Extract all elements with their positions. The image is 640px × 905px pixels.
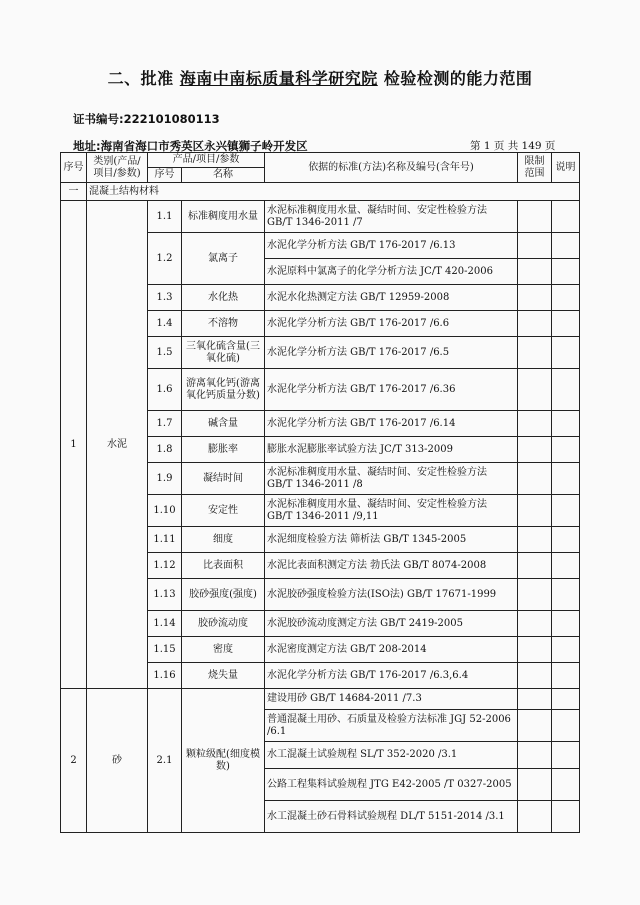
item-limit	[518, 553, 552, 579]
item-sub-seq: 1.3	[148, 285, 182, 311]
item-name: 比表面积	[182, 553, 265, 579]
item-standard: 水工混凝土试验规程 SL/T 352-2020 /3.1	[265, 742, 518, 769]
item-name: 水化热	[182, 285, 265, 311]
item-sub-seq: 2.1	[148, 689, 182, 833]
item-note	[552, 527, 580, 553]
page-number: 第 1 页 共 149 页	[470, 140, 556, 152]
item-note	[552, 611, 580, 637]
item-sub-seq: 1.13	[148, 579, 182, 611]
item-limit	[518, 337, 552, 369]
item-note	[552, 259, 580, 285]
item-standard: 公路工程集料试验规程 JTG E42-2005 /T 0327-2005	[265, 769, 518, 801]
item-limit	[518, 437, 552, 463]
item-note	[552, 285, 580, 311]
item-sub-seq: 1.5	[148, 337, 182, 369]
item-limit	[518, 710, 552, 742]
item-sub-seq: 1.4	[148, 311, 182, 337]
header-standard: 依据的标准(方法)名称及编号(含年号)	[265, 153, 518, 183]
item-standard: 水泥化学分析方法 GB/T 176-2017 /6.14	[265, 411, 518, 437]
item-standard: 水泥原料中氯离子的化学分析方法 JC/T 420-2006	[265, 259, 518, 285]
header-note: 说明	[552, 153, 580, 183]
capability-table	[60, 152, 580, 833]
header-category: 类别(产品/项目/参数)	[87, 153, 148, 183]
group-category: 砂	[87, 689, 148, 833]
item-standard: 水工混凝土砂石骨料试验规程 DL/T 5151-2014 /3.1	[265, 801, 518, 833]
item-limit	[518, 369, 552, 411]
item-name: 密度	[182, 637, 265, 663]
item-name: 安定性	[182, 495, 265, 527]
item-sub-seq: 1.8	[148, 437, 182, 463]
item-standard: 水泥化学分析方法 GB/T 176-2017 /6.13	[265, 233, 518, 259]
item-note	[552, 463, 580, 495]
header-sub-seq: 序号	[148, 168, 182, 183]
title-prefix: 二、批准	[107, 69, 174, 88]
item-limit	[518, 689, 552, 710]
item-note	[552, 553, 580, 579]
title-suffix: 检验检测的能力范围	[383, 69, 533, 88]
item-sub-seq: 1.10	[148, 495, 182, 527]
item-name: 不溶物	[182, 311, 265, 337]
item-name: 胶砂强度(强度)	[182, 579, 265, 611]
item-standard: 水泥水化热测定方法 GB/T 12959-2008	[265, 285, 518, 311]
item-standard: 水泥化学分析方法 GB/T 176-2017 /6.6	[265, 311, 518, 337]
cert-label: 证书编号:	[73, 112, 124, 126]
item-name: 烧失量	[182, 663, 265, 689]
item-name: 颗粒级配(细度模数)	[182, 689, 265, 833]
item-limit	[518, 311, 552, 337]
item-limit	[518, 285, 552, 311]
item-sub-seq: 1.15	[148, 637, 182, 663]
item-note	[552, 663, 580, 689]
item-name: 凝结时间	[182, 463, 265, 495]
header-limit: 限制范围	[518, 153, 552, 183]
item-limit	[518, 463, 552, 495]
item-note	[552, 369, 580, 411]
item-limit	[518, 663, 552, 689]
item-note	[552, 311, 580, 337]
item-sub-seq: 1.2	[148, 233, 182, 285]
item-name: 游离氧化钙(游离氧化钙质量分数)	[182, 369, 265, 411]
item-standard: 膨胀水泥膨胀率试验方法 JC/T 313-2009	[265, 437, 518, 463]
item-standard: 建设用砂 GB/T 14684-2011 /7.3	[265, 689, 518, 710]
table-row	[61, 689, 580, 710]
item-name: 细度	[182, 527, 265, 553]
section-name: 混凝土结构材料	[87, 183, 580, 201]
item-limit	[518, 637, 552, 663]
item-standard: 水泥标准稠度用水量、凝结时间、安定性检验方法 GB/T 1346-2011 /7	[265, 201, 518, 233]
item-standard: 水泥化学分析方法 GB/T 176-2017 /6.5	[265, 337, 518, 369]
item-note	[552, 801, 580, 833]
item-standard: 水泥细度检验方法 筛析法 GB/T 1345-2005	[265, 527, 518, 553]
item-limit	[518, 495, 552, 527]
header-product-param: 产品/项目/参数	[148, 153, 265, 168]
address-text: 海南省海口市秀英区永兴镇狮子岭开发区	[100, 139, 308, 153]
item-note	[552, 689, 580, 710]
item-note	[552, 637, 580, 663]
item-sub-seq: 1.14	[148, 611, 182, 637]
org-name: 海南中南标质量科学研究院	[179, 69, 378, 88]
certificate-line	[73, 111, 220, 127]
item-sub-seq: 1.9	[148, 463, 182, 495]
item-sub-seq: 1.12	[148, 553, 182, 579]
section-row	[61, 183, 580, 201]
group-seq: 1	[61, 201, 87, 689]
cert-number: 222101080113	[123, 112, 220, 126]
section-number: 一	[61, 183, 87, 201]
item-limit	[518, 259, 552, 285]
item-limit	[518, 801, 552, 833]
item-limit	[518, 527, 552, 553]
item-note	[552, 769, 580, 801]
item-limit	[518, 579, 552, 611]
group-category: 水泥	[87, 201, 148, 689]
item-note	[552, 437, 580, 463]
item-note	[552, 337, 580, 369]
item-limit	[518, 411, 552, 437]
item-sub-seq: 1.7	[148, 411, 182, 437]
item-limit	[518, 233, 552, 259]
item-note	[552, 495, 580, 527]
item-standard: 水泥比表面积测定方法 勃氏法 GB/T 8074-2008	[265, 553, 518, 579]
item-standard: 水泥标准稠度用水量、凝结时间、安定性检验方法 GB/T 1346-2011 /9,11	[265, 495, 518, 527]
item-limit	[518, 201, 552, 233]
item-standard: 水泥胶砂流动度测定方法 GB/T 2419-2005	[265, 611, 518, 637]
item-note	[552, 710, 580, 742]
item-limit	[518, 742, 552, 769]
item-name: 标准稠度用水量	[182, 201, 265, 233]
item-sub-seq: 1.16	[148, 663, 182, 689]
item-name: 胶砂流动度	[182, 611, 265, 637]
item-note	[552, 742, 580, 769]
item-name: 膨胀率	[182, 437, 265, 463]
item-standard: 普通混凝土用砂、石质量及检验方法标准 JGJ 52-2006 /6.1	[265, 710, 518, 742]
item-standard: 水泥密度测定方法 GB/T 208-2014	[265, 637, 518, 663]
address-label: 地址:	[73, 139, 101, 153]
item-note	[552, 579, 580, 611]
page-title	[0, 66, 640, 89]
header-name: 名称	[182, 168, 265, 183]
item-standard: 水泥化学分析方法 GB/T 176-2017 /6.36	[265, 369, 518, 411]
item-sub-seq: 1.11	[148, 527, 182, 553]
item-standard: 水泥胶砂强度检验方法(ISO法) GB/T 17671-1999	[265, 579, 518, 611]
item-sub-seq: 1.1	[148, 201, 182, 233]
item-standard: 水泥化学分析方法 GB/T 176-2017 /6.3,6.4	[265, 663, 518, 689]
group-seq: 2	[61, 689, 87, 833]
item-note	[552, 233, 580, 259]
item-sub-seq: 1.6	[148, 369, 182, 411]
table-row	[61, 201, 580, 233]
header-seq: 序号	[61, 153, 87, 183]
item-limit	[518, 769, 552, 801]
item-note	[552, 201, 580, 233]
item-name: 氯离子	[182, 233, 265, 285]
item-standard: 水泥标准稠度用水量、凝结时间、安定性检验方法 GB/T 1346-2011 /8	[265, 463, 518, 495]
item-name: 碱含量	[182, 411, 265, 437]
item-limit	[518, 611, 552, 637]
item-note	[552, 411, 580, 437]
item-name: 三氧化硫含量(三氧化硫)	[182, 337, 265, 369]
